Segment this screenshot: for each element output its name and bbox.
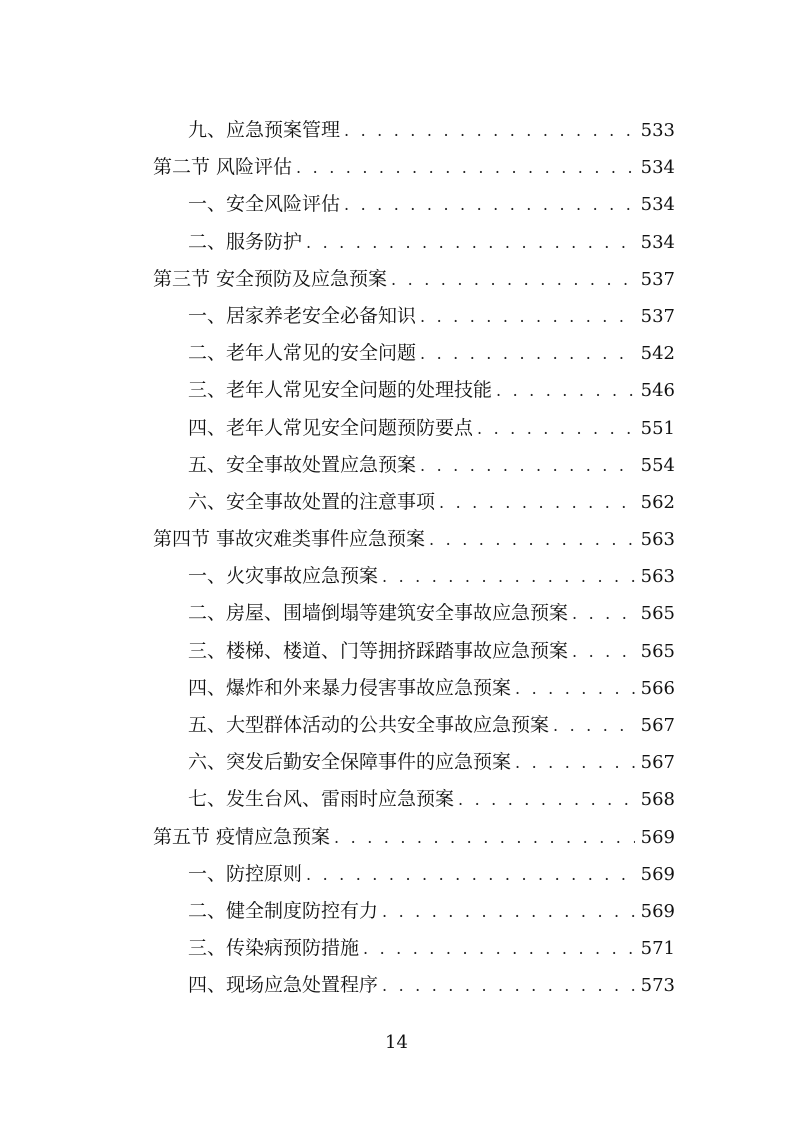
page-number: 14 xyxy=(385,1032,408,1053)
toc-entry[interactable] xyxy=(153,335,675,372)
toc-entry[interactable] xyxy=(153,930,675,967)
toc-entry-page: 569 xyxy=(640,863,675,885)
toc-entry-title: 三、楼梯、楼道、门等拥挤踩踏事故应急预案 xyxy=(188,639,569,662)
toc-dot-leader xyxy=(429,521,635,558)
toc-dot-leader xyxy=(439,484,635,521)
toc-entry-page: 562 xyxy=(640,491,675,513)
toc-dot-leader xyxy=(572,595,635,632)
toc-entry-page: 537 xyxy=(640,268,675,290)
toc-dot-leader xyxy=(306,224,635,261)
toc-dot-leader xyxy=(515,744,635,781)
toc-entry-title: 三、传染病预防措施 xyxy=(188,937,360,960)
toc-entry-page: 569 xyxy=(640,900,675,922)
toc-entry-page: 571 xyxy=(640,938,675,960)
toc-entry-page: 565 xyxy=(640,603,675,625)
toc-entry-title: 第三节 安全预防及应急预案 xyxy=(153,267,388,290)
toc-dot-leader xyxy=(420,298,635,335)
table-of-contents xyxy=(153,112,675,1005)
toc-entry-title: 二、房屋、围墙倒塌等建筑安全事故应急预案 xyxy=(188,602,569,625)
toc-entry[interactable] xyxy=(153,856,675,893)
toc-entry-page: 534 xyxy=(640,194,675,216)
toc-dot-leader xyxy=(572,633,635,670)
toc-dot-leader xyxy=(382,558,635,595)
toc-entry-page: 551 xyxy=(640,417,675,439)
toc-entry-page: 567 xyxy=(640,715,675,736)
toc-entry-title: 一、居家养老安全必备知识 xyxy=(188,304,417,327)
toc-entry-title: 六、安全事故处置的注意事项 xyxy=(188,490,436,513)
toc-entry[interactable] xyxy=(153,149,675,186)
toc-entry[interactable] xyxy=(153,410,675,447)
toc-entry-page: 534 xyxy=(640,231,675,253)
toc-entry-page: 537 xyxy=(640,305,675,327)
toc-entry-title: 二、服务防护 xyxy=(188,230,303,253)
toc-entry-title: 一、火灾事故应急预案 xyxy=(188,565,379,588)
toc-entry-title: 四、老年人常见安全问题预防要点 xyxy=(188,416,474,439)
toc-dot-leader xyxy=(334,819,635,856)
toc-entry-page: 554 xyxy=(640,454,675,476)
toc-dot-leader xyxy=(515,670,635,707)
toc-entry-title: 三、老年人常见安全问题的处理技能 xyxy=(188,379,493,402)
toc-entry-title: 五、安全事故处置应急预案 xyxy=(188,453,417,476)
toc-entry[interactable] xyxy=(153,224,675,261)
toc-entry[interactable] xyxy=(153,781,675,818)
toc-entry[interactable] xyxy=(153,744,675,781)
toc-dot-leader xyxy=(458,781,635,818)
toc-dot-leader xyxy=(306,856,635,893)
toc-entry-page: 567 xyxy=(640,752,675,774)
toc-entry-title: 第二节 风险评估 xyxy=(153,156,293,179)
toc-dot-leader xyxy=(344,112,635,149)
toc-entry[interactable] xyxy=(153,967,675,1004)
toc-entry-title: 二、健全制度防控有力 xyxy=(188,899,379,922)
toc-entry-page: 542 xyxy=(640,343,675,365)
toc-entry-page: 568 xyxy=(640,789,675,811)
toc-entry-title: 四、现场应急处置程序 xyxy=(188,974,379,997)
toc-entry[interactable] xyxy=(153,633,675,670)
toc-entry-page: 533 xyxy=(640,120,675,141)
toc-entry-page: 566 xyxy=(640,677,675,699)
toc-entry[interactable] xyxy=(153,447,675,484)
toc-entry[interactable] xyxy=(153,670,675,707)
toc-dot-leader xyxy=(496,372,635,409)
toc-entry[interactable] xyxy=(153,186,675,223)
toc-dot-leader xyxy=(344,186,635,223)
toc-entry-title: 四、爆炸和外来暴力侵害事故应急预案 xyxy=(188,676,512,699)
toc-dot-leader xyxy=(296,149,635,186)
toc-entry-page: 569 xyxy=(640,826,675,848)
toc-entry[interactable] xyxy=(153,707,675,744)
toc-entry[interactable] xyxy=(153,484,675,521)
toc-entry-title: 五、大型群体活动的公共安全事故应急预案 xyxy=(188,714,550,736)
toc-entry[interactable] xyxy=(153,298,675,335)
toc-entry[interactable] xyxy=(153,261,675,298)
toc-entry-page: 573 xyxy=(640,975,675,997)
toc-entry-page: 563 xyxy=(640,566,675,588)
toc-entry[interactable] xyxy=(153,521,675,558)
toc-dot-leader xyxy=(553,707,635,744)
toc-dot-leader xyxy=(477,410,635,447)
toc-entry-page: 563 xyxy=(640,529,675,551)
toc-entry-page: 534 xyxy=(640,157,675,179)
toc-entry-title: 六、突发后勤安全保障事件的应急预案 xyxy=(188,751,512,774)
toc-entry-page: 546 xyxy=(640,380,675,402)
toc-entry-title: 一、防控原则 xyxy=(188,862,303,885)
toc-entry-title: 第五节 疫情应急预案 xyxy=(153,825,331,848)
toc-entry-title: 一、安全风险评估 xyxy=(188,193,341,216)
toc-entry-title: 七、发生台风、雷雨时应急预案 xyxy=(188,788,455,811)
toc-entry[interactable] xyxy=(153,112,675,149)
toc-entry-page: 565 xyxy=(640,640,675,662)
toc-dot-leader xyxy=(382,967,635,1004)
toc-entry-title: 二、老年人常见的安全问题 xyxy=(188,342,417,365)
toc-entry[interactable] xyxy=(153,372,675,409)
toc-dot-leader xyxy=(363,930,635,967)
toc-dot-leader xyxy=(420,335,635,372)
toc-dot-leader xyxy=(391,261,635,298)
toc-entry[interactable] xyxy=(153,595,675,632)
toc-dot-leader xyxy=(420,447,635,484)
toc-entry[interactable] xyxy=(153,558,675,595)
toc-dot-leader xyxy=(382,893,635,930)
toc-entry-title: 第四节 事故灾难类事件应急预案 xyxy=(153,528,426,551)
toc-entry[interactable] xyxy=(153,819,675,856)
toc-entry[interactable] xyxy=(153,893,675,930)
toc-entry-title: 九、应急预案管理 xyxy=(188,119,341,141)
